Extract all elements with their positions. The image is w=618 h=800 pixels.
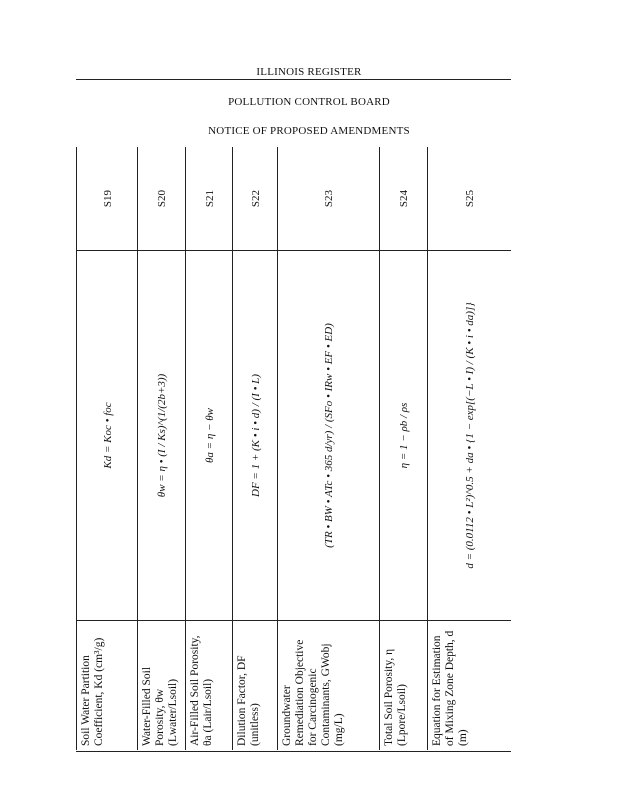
table-row (277, 147, 380, 750)
equation: (TR • BW • ATc • 365 d/yr) / (SFo • IRw • EF • ED) (323, 323, 335, 548)
parameter-cell: Soil Water Partition Coefficient, Kd (cm³/g) (77, 620, 138, 750)
parameter-cell: Groundwater Remediation Objective for Carcinogenic Contaminants, GWobj (mg/L) (278, 620, 380, 750)
equation-number: S22 (249, 189, 262, 208)
equation-table (76, 147, 511, 750)
parameter-cell: Water-Filled Soil Porosity, θw (Lwater/Lsoil) (138, 620, 186, 750)
table-row (232, 147, 278, 750)
equation-number: S20 (156, 189, 168, 208)
equation-number: S19 (101, 189, 114, 208)
equation: d = (0.0112 • L²)^0.5 + da • {1 − exp[(−L • I) / (K • i • da)]} (464, 302, 476, 569)
equation-number: S25 (464, 189, 476, 208)
parameter-cell: Dilution Factor, DF (unitless) (233, 620, 278, 750)
table-row (185, 147, 233, 750)
table-row (379, 147, 428, 750)
rotated-table (76, 147, 511, 750)
table-row (427, 147, 511, 750)
equation-cell (428, 250, 511, 620)
parameter-cell: Equation for Estimation of Mixing Zone Depth, d (m) (428, 620, 511, 750)
equation: DF = 1 + (K • i • d) / (I • L) (249, 374, 262, 497)
register-title: ILLINOIS REGISTER (256, 66, 362, 78)
equation-number: S24 (398, 189, 410, 208)
equation-cell (186, 250, 233, 620)
equation-number: S21 (203, 189, 216, 208)
equation-cell (77, 250, 138, 620)
parameter-cell: Total Soil Porosity, η (Lpore/Lsoil) (380, 620, 428, 750)
parameter-cell: Air-Filled Soil Porosity, θa (Lair/Lsoil) (186, 620, 233, 750)
board-title: POLLUTION CONTROL BOARD (228, 96, 390, 108)
notice-title: NOTICE OF PROPOSED AMENDMENTS (208, 125, 410, 137)
footer-rule (76, 751, 511, 752)
equation-cell (380, 250, 428, 620)
header-rule (76, 79, 511, 80)
equation: η = 1 − ρb / ρs (398, 402, 410, 469)
table-row (76, 147, 138, 750)
equation: Kd = Koc • foc (101, 402, 114, 469)
equation-cell (233, 250, 278, 620)
equation: θa = η − θw (203, 408, 216, 463)
equation-number: S23 (323, 189, 335, 208)
table-row (137, 147, 186, 750)
equation-cell (138, 250, 186, 620)
equation: θw = η • (I / Ks)^(1/(2b+3)) (156, 373, 168, 498)
equation-cell (278, 250, 380, 620)
